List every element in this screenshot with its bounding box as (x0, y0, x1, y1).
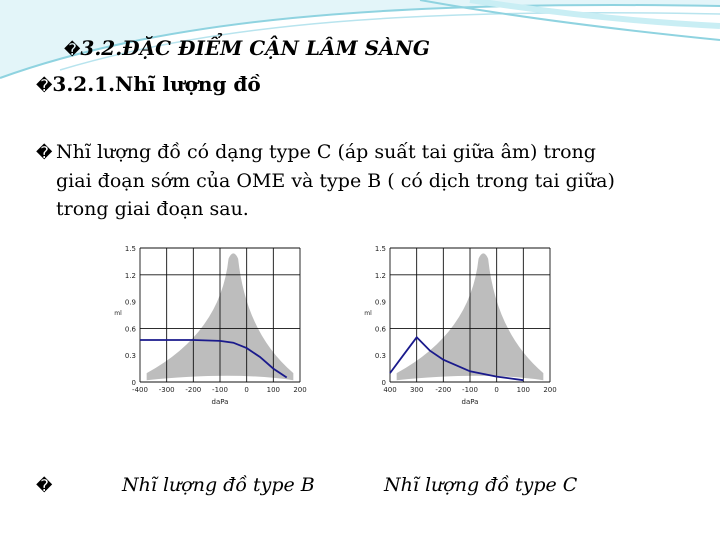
y-tick-label: 0.9 (374, 298, 386, 307)
x-tick-label: -300 (158, 386, 175, 394)
x-tick-label: 100 (266, 386, 281, 394)
bottom-bullet (36, 474, 52, 496)
y-tick-label: 0.6 (374, 325, 386, 334)
paragraph-line-2: giai đoạn sớm của OME và type B ( có dịch trong tai giữa) (56, 170, 615, 192)
x-tick-label: 400 (383, 386, 397, 394)
caption-right: Nhĩ lượng đồ type C (384, 474, 578, 496)
x-axis-label: daPa (211, 398, 229, 406)
y-tick-label: 0.9 (124, 298, 136, 307)
tympanogram-chart-left (110, 240, 330, 412)
bullet-glyph: � (36, 76, 53, 95)
paragraph-line-1: Nhĩ lượng đồ có dạng type C (áp suất tai giữa âm) trong (56, 141, 596, 163)
x-tick-label: 200 (543, 386, 557, 394)
y-tick-label: 0 (131, 379, 136, 387)
x-tick-label: -100 (212, 386, 228, 394)
x-axis-label: daPa (461, 398, 479, 406)
x-tick-label: 0 (494, 386, 499, 394)
bullet-glyph: � (64, 40, 81, 59)
x-tick-label: -400 (132, 386, 148, 394)
caption-left: Nhĩ lượng đồ type B (122, 474, 315, 496)
subsection-heading-text: 3.2.1.Nhĩ lượng đồ (52, 72, 261, 96)
x-tick-label: 0 (244, 386, 249, 394)
bullet-glyph: � (36, 143, 53, 162)
x-tick-label: 100 (516, 386, 531, 394)
x-tick-label: 300 (409, 386, 424, 394)
y-tick-label: 1.5 (124, 245, 136, 253)
x-tick-label: -100 (462, 386, 478, 394)
section-heading-text: 3.2.ĐẶC ĐIỂM CẬN LÂM SÀNG (80, 36, 430, 60)
x-tick-label: -200 (435, 386, 452, 394)
y-axis-label: ml (114, 310, 122, 317)
tympanogram-chart-right (360, 240, 580, 412)
y-tick-label: 1.2 (124, 271, 136, 280)
paragraph-line-3: trong giai đoạn sau. (56, 198, 249, 220)
bullet-glyph: � (36, 476, 53, 495)
y-tick-label: 0.6 (124, 325, 136, 334)
y-tick-label: 0.3 (124, 352, 136, 361)
body-paragraph (36, 138, 696, 223)
y-tick-label: 0.3 (374, 352, 386, 361)
x-tick-label: 200 (293, 386, 307, 394)
subsection-heading (36, 72, 261, 96)
y-tick-label: 0 (381, 379, 386, 387)
y-tick-label: 1.5 (374, 245, 386, 253)
section-heading (64, 36, 430, 60)
y-tick-label: 1.2 (374, 271, 386, 280)
x-tick-label: -200 (185, 386, 202, 394)
y-axis-label: ml (364, 310, 372, 317)
